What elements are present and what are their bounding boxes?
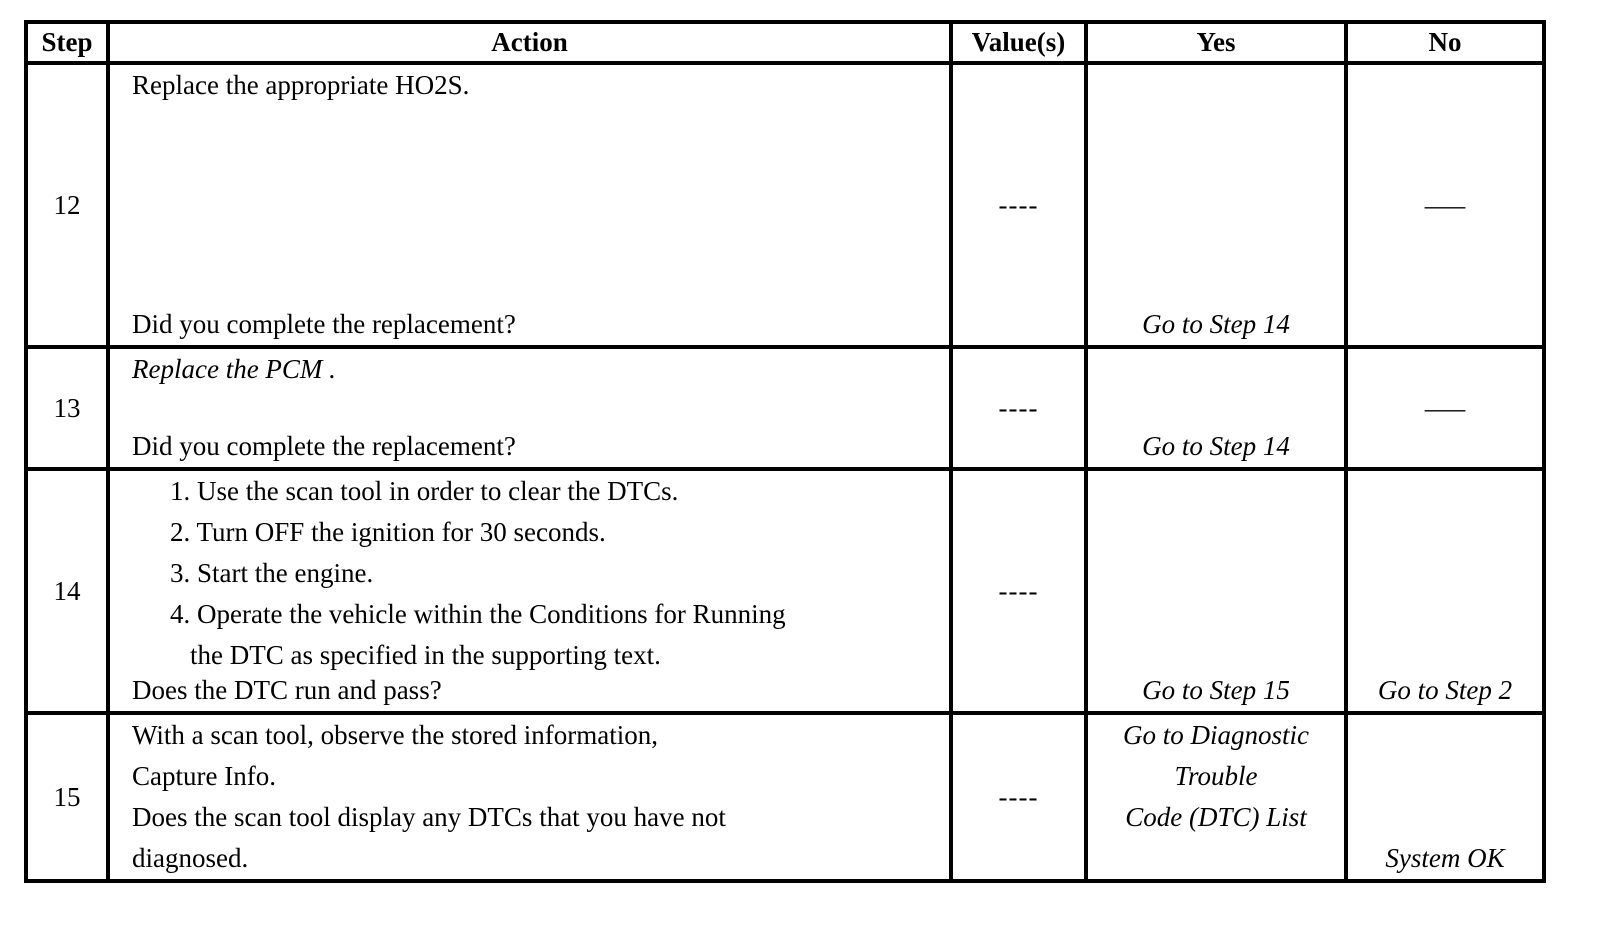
header-step: Step xyxy=(26,22,108,63)
action-text: Capture Info. xyxy=(132,761,276,791)
diagnostic-table xyxy=(24,20,1546,883)
action-text: Replace the appropriate HO2S. xyxy=(132,70,470,100)
yes-link[interactable]: Go to Step 14 xyxy=(1142,431,1290,461)
table-row-step-14 xyxy=(26,469,1544,713)
no-result: System OK xyxy=(1385,843,1505,873)
no-cell: —– xyxy=(1346,347,1544,469)
step-number: 14 xyxy=(26,469,108,713)
yes-cell xyxy=(1086,713,1346,881)
action-cell xyxy=(108,347,951,469)
header-yes: Yes xyxy=(1086,22,1346,63)
yes-cell xyxy=(1086,347,1346,469)
action-cell xyxy=(108,713,951,881)
value-cell: ---- xyxy=(951,713,1086,881)
action-list-item: 3. Start the engine. xyxy=(170,558,374,588)
header-no: No xyxy=(1346,22,1544,63)
action-question: Does the scan tool display any DTCs that you have not xyxy=(132,802,726,832)
action-list-item-continued: the DTC as specified in the supporting text. xyxy=(190,640,661,670)
action-list-item: 2. Turn OFF the ignition for 30 seconds. xyxy=(170,517,606,547)
value-cell: ---- xyxy=(951,347,1086,469)
action-list-item: 1. Use the scan tool in order to clear the DTCs. xyxy=(170,476,679,506)
action-question: Did you complete the replacement? xyxy=(132,309,516,339)
header-values: Value(s) xyxy=(951,22,1086,63)
no-cell: —– xyxy=(1346,63,1544,347)
yes-link[interactable]: Go to Step 14 xyxy=(1142,309,1290,339)
action-cell xyxy=(108,469,951,713)
action-question: Did you complete the replacement? xyxy=(132,431,516,461)
action-cell xyxy=(108,63,951,347)
yes-link[interactable]: Code (DTC) List xyxy=(1125,802,1307,832)
action-question: Does the DTC run and pass? xyxy=(132,675,442,705)
table-row-step-15 xyxy=(26,713,1544,881)
value-cell: ---- xyxy=(951,63,1086,347)
yes-link[interactable]: Go to Diagnostic xyxy=(1123,720,1309,750)
yes-link[interactable]: Go to Step 15 xyxy=(1142,675,1290,705)
header-action: Action xyxy=(108,22,951,63)
table-row-step-13 xyxy=(26,347,1544,469)
no-cell xyxy=(1346,469,1544,713)
action-text: Replace the PCM . xyxy=(132,354,336,384)
no-cell xyxy=(1346,713,1544,881)
action-text: With a scan tool, observe the stored information, xyxy=(132,720,659,750)
action-list-item: 4. Operate the vehicle within the Conditions for Running xyxy=(170,599,786,629)
header-row xyxy=(26,22,1544,63)
yes-cell xyxy=(1086,63,1346,347)
step-number: 12 xyxy=(26,63,108,347)
step-number: 13 xyxy=(26,347,108,469)
value-cell: ---- xyxy=(951,469,1086,713)
no-link[interactable]: Go to Step 2 xyxy=(1377,675,1513,705)
step-number: 15 xyxy=(26,713,108,881)
yes-cell xyxy=(1086,469,1346,713)
yes-link[interactable]: Trouble xyxy=(1174,761,1258,791)
table-row-step-12 xyxy=(26,63,1544,347)
action-question: diagnosed. xyxy=(132,843,249,873)
